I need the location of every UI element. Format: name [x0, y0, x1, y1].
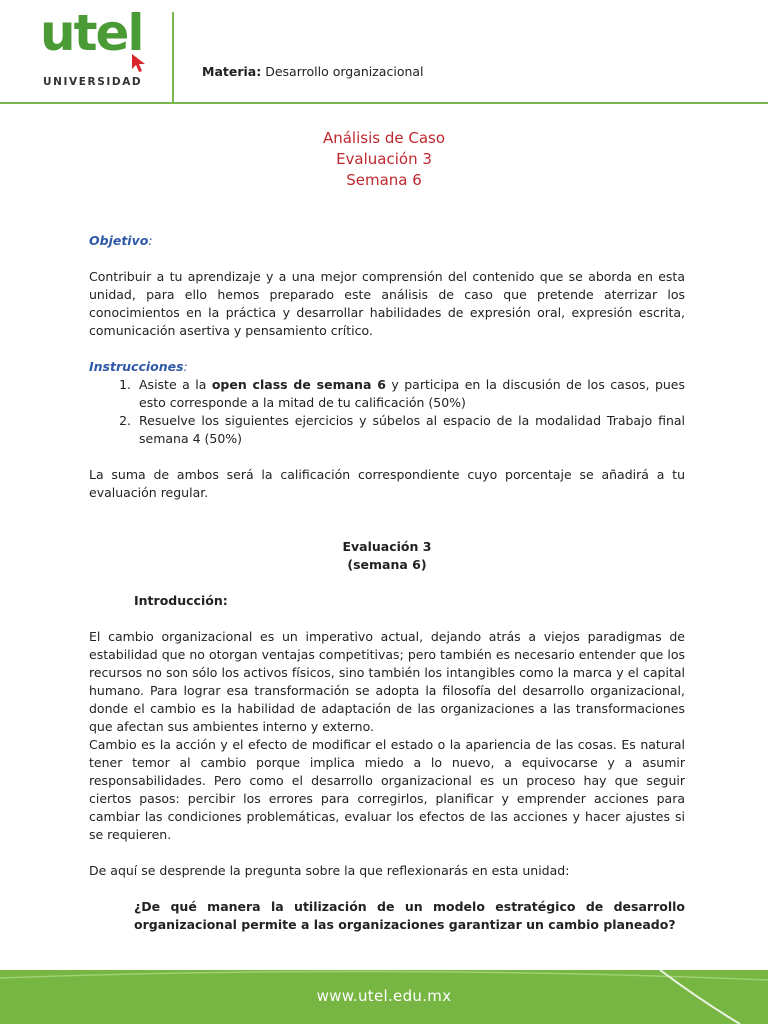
page-header: [0, 0, 768, 104]
instrucciones-label: Instrucciones:: [89, 359, 188, 374]
evaluation-heading: Evaluación 3 (semana 6): [342, 539, 432, 572]
objetivo-label: Objetivo:: [89, 233, 153, 248]
intro-heading: Introducción:: [134, 593, 228, 608]
instrucciones-list: [89, 376, 685, 448]
document-title-block: [0, 128, 768, 191]
title-line: Análisis de Caso: [322, 129, 446, 147]
materia-line: [202, 64, 424, 79]
document-body: [89, 232, 685, 934]
header-divider-vertical: [172, 12, 174, 104]
list-item: 1. Asiste a la open class de semana 6 y participa en la discusión de los casos, pues esto corresponde a la mitad de tu calificación (50%): [135, 376, 685, 412]
intro-paragraph: Cambio es la acción y el efecto de modificar el estado o la apariencia de las cosas. Es natural tener temor al cambio porque implica miedo a lo nuevo, a equivocarse y a asumir responsabilidades. Pero como el desarrollo organizacional es un proceso hay que seguir ciertos pasos: percibir los errores para corregirlos, planificar y emprender acciones para cambiar las condiciones problemáticas, evaluar los efectos de las acciones y hacer ajustes si se requieren.: [89, 737, 685, 842]
header-divider-horizontal: [0, 102, 768, 104]
objetivo-text: Contribuir a tu aprendizaje y a una mejor comprensión del contenido que se aborda en esta unidad, para ello hemos preparado este análisis de caso que pretende aterrizar los conocimientos en la práctica y desarrollar habilidades de expresión oral, expresión escrita, comunicación asertiva y pensamiento crítico.: [89, 269, 685, 338]
intro-paragraph: De aquí se desprende la pregunta sobre la que reflexionarás en esta unidad:: [89, 863, 570, 878]
logo-subtitle: UNIVERSIDAD: [43, 76, 143, 88]
materia-label: Materia:: [202, 64, 262, 79]
title-line: Evaluación 3: [336, 150, 432, 168]
reflection-question: ¿De qué manera la utilización de un modelo estratégico de desarrollo organizacional permite a las organizaciones garantizar un cambio planeado?: [134, 899, 685, 932]
page-footer: [0, 970, 768, 1024]
title-line: Semana 6: [346, 171, 422, 189]
suma-text: La suma de ambos será la calificación correspondiente cuyo porcentaje se añadirá a tu evaluación regular.: [89, 467, 685, 500]
footer-url[interactable]: www.utel.edu.mx: [316, 987, 452, 1005]
cursor-arrow-icon: [130, 52, 148, 74]
list-item: 2. Resuelve los siguientes ejercicios y súbelos al espacio de la modalidad Trabajo final semana 4 (50%): [135, 412, 685, 448]
utel-logo: [40, 4, 156, 92]
intro-paragraph: El cambio organizacional es un imperativo actual, dejando atrás a viejos paradigmas de estabilidad que no otorgan ventajas competitivas; pero también es necesario entender que los recursos no son sólo los activos físicos, sino también los intangibles como la marca y el capital humano. Para lograr esa transformación se adopta la filosofía del desarrollo organizacional, donde el cambio es la habilidad de adaptación de las organizaciones a las transformaciones que afectan sus ambientes interno y externo.: [89, 629, 685, 734]
materia-value: Desarrollo organizacional: [265, 64, 424, 79]
logo-wordmark: utel: [40, 4, 143, 62]
